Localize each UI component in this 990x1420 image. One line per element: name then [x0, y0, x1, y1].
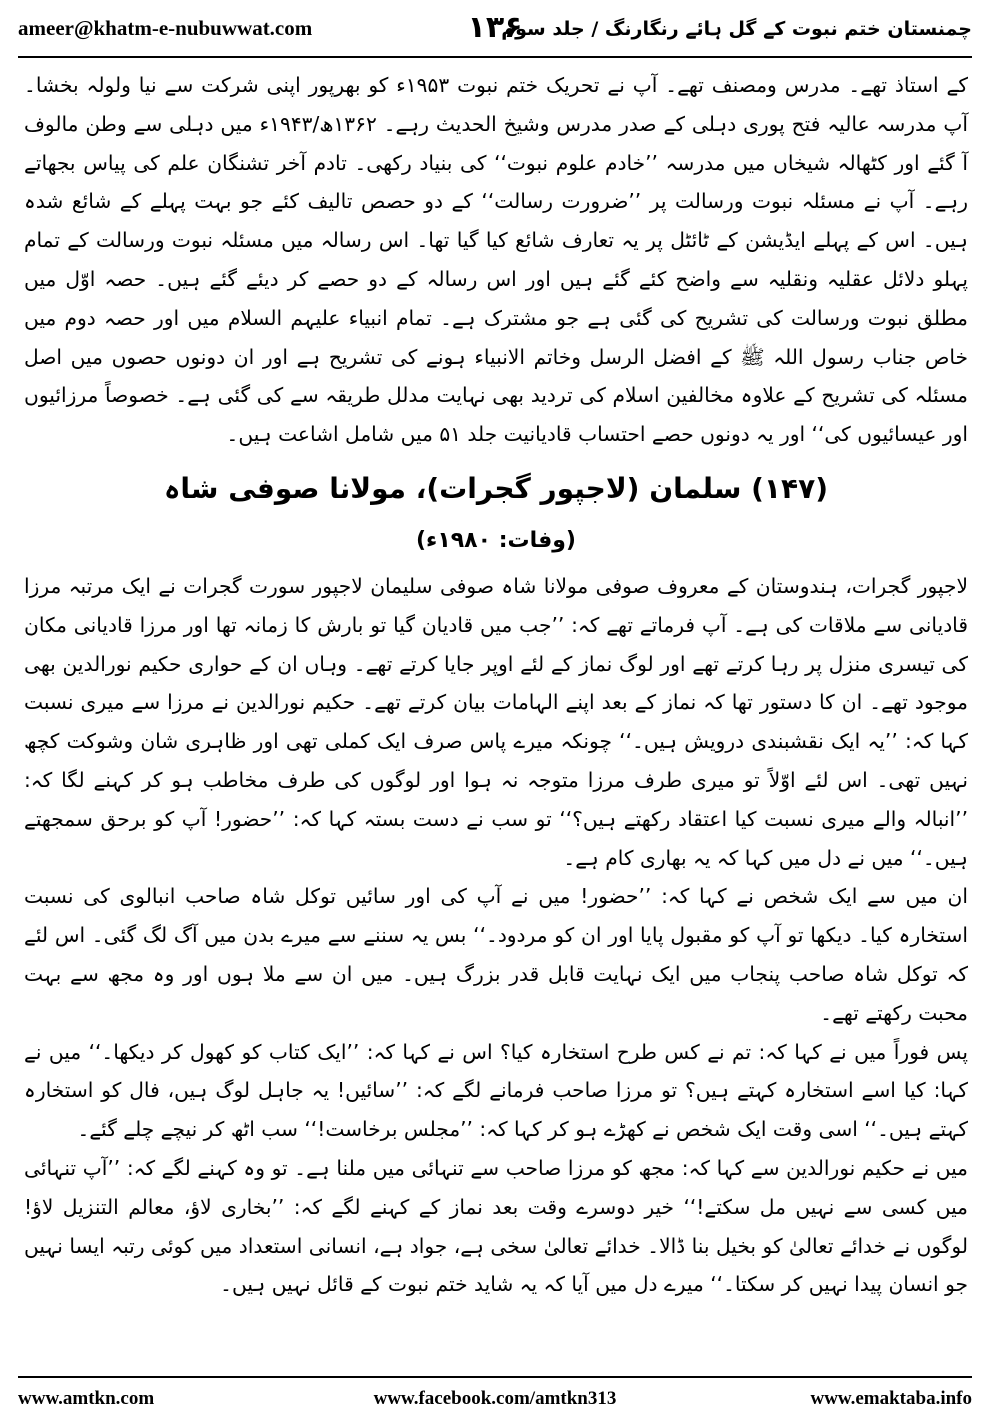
book-title: چمنستان ختم نبوت کے گل ہائے رنگارنگ / جلد سوم [501, 18, 972, 40]
footer-link-amtkn[interactable]: www.amtkn.com [18, 1388, 155, 1409]
page-footer [18, 1384, 972, 1414]
body-paragraph: میں نے حکیم نورالدین سے کہا کہ: مجھ کو مرزا صاحب سے تنہائی میں ملنا ہے۔ تو وہ کہنے لگے کہ: ’’آپ تنہائی میں کسی سے نہیں مل سکتے!‘‘ خیر دوسرے وقت بعد نماز کے کہنے لگے کہ: ’’بخاری لاؤ، معالم التنزیل لاؤ! لوگوں نے خدائے تعالیٰ کو بخیل بنا ڈالا۔ خدائے تعالیٰ سخی ہے، جواد ہے، انسانی استعداد میں کوئی رتبہ ایسا نہیں جو انسان پیدا نہیں کر سکتا۔‘‘ میرے دل میں آیا کہ یہ شاید ختم نبوت کے قائل نہیں ہیں۔ [24, 1155, 968, 1297]
footer-link-emaktaba[interactable]: www.emaktaba.info [810, 1388, 972, 1409]
body-paragraph: پس فوراً میں نے کہا کہ: تم نے کس طرح استخارہ کیا؟ اس نے کہا کہ: ’’ایک کتاب کو کھول کر دیکھا۔‘‘ میں نے کہا: کیا اسے استخارہ کہتے ہیں؟ تو مرزا صاحب فرمانے لگے کہ: ’’سائیں! یہ جاہل لوگ ہیں، فال کو استخارہ کہتے ہیں۔‘‘ اسی وقت ایک شخص نے کھڑے ہو کر کہا کہ: ’’مجلس برخاست!‘‘ سب اٹھ کر نیچے چلے گئے۔ [24, 1039, 968, 1142]
footer-divider [18, 1376, 972, 1378]
header-divider [18, 56, 972, 58]
page-number: ۱۳۶ [467, 10, 523, 45]
page-header [18, 8, 972, 52]
death-date: (وفات: ۱۹۸۰ء) [416, 528, 576, 553]
body-paragraph: لاجپور گجرات، ہندوستان کے معروف صوفی مولانا شاہ صوفی سلیمان لاجپور سورت گجرات نے ایک مرتبہ مرزا قادیانی سے ملاقات کی ہے۔ آپ فرماتے تھے کہ: ’’جب میں قادیان گیا تو بارش کا زمانہ تھا اور مرزا قادیانی مکان کی تیسری منزل پر رہا کرتے تھے اور لوگ نماز کے لئے اوپر جایا کرتے تھے۔ وہاں ان کے حواری حکیم نورالدین بھی موجود تھے۔ ان کا دستور تھا کہ نماز کے بعد اپنے الہامات بیان کرتے تھے۔ حکیم نورالدین نے مرزا سے میری نسبت کہا کہ: ’’یہ ایک نقشبندی درویش ہیں۔‘‘ چونکہ میرے پاس صرف ایک کملی تھی اور ظاہری شان وشوکت کچھ نہیں تھی۔ اس لئے اوّلاً تو میری طرف مرزا متوجہ نہ ہوا اور لوگوں کی طرف مخاطب ہو کر کہنے لگا کہ: ’’انبالہ والے میری نسبت کیا اعتقاد رکھتے ہیں؟‘‘ تو سب نے دست بستہ کہا کہ: ’’حضور! آپ کو برحق سمجھتے ہیں۔‘‘ میں نے دل میں کہا کہ یہ بھاری کام ہے۔ [24, 574, 968, 870]
body-paragraph: ان میں سے ایک شخص نے کہا کہ: ’’حضور! میں نے آپ کی اور سائیں توکل شاہ صاحب انبالوی کی نسبت استخارہ کیا۔ دیکھا تو آپ کو مقبول پایا اور ان کو مردود۔‘‘ بس یہ سننے سے میرے بدن میں آگ لگ گئی۔ اس لئے کہ توکل شاہ صاحب پنجاب میں ایک نہایت قابل قدر بزرگ ہیں۔ میں ان سے ملا ہوں اور وہ مجھ سے بہت محبت رکھتے تھے۔ [24, 884, 968, 1025]
footer-link-facebook[interactable]: www.facebook.com/amtkn313 [373, 1388, 617, 1409]
page-content [24, 66, 968, 1304]
section-heading: (۱۴۷) سلمان (لاجپور گجرات)، مولانا صوفی شاہ [164, 472, 828, 505]
intro-paragraph: کے استاذ تھے۔ مدرس ومصنف تھے۔ آپ نے تحریک ختم نبوت ۱۹۵۳ء کو بھرپور اپنی شرکت سے نیا ولولہ بخشا۔ آپ مدرسہ عالیہ فتح پوری دہلی کے صدر مدرس وشیخ الحدیث رہے۔ ۱۳۶۲ھ/۱۹۴۳ء میں دہلی سے وطن مالوف آ گئے اور کٹھالہ شیخاں میں مدرسہ ’’خادم علوم نبوت‘‘ کی بنیاد رکھی۔ تادم آخر تشنگان علم کی پیاس بجھاتے رہے۔ آپ نے مسئلہ نبوت ورسالت پر ’’ضرورت رسالت‘‘ کے دو حصص تالیف کئے جو بہت پہلے کے شائع شدہ ہیں۔ اس کے پہلے ایڈیشن کے ٹائٹل پر یہ تعارف شائع کیا گیا تھا۔ اس رسالہ میں مسئلہ نبوت ورسالت کے تمام پہلو دلائل عقلیہ ونقلیہ سے واضح کئے گئے ہیں اور اس رسالہ کے دو حصے کر دیئے گئے ہیں۔ حصہ اوّل میں مطلق نبوت ورسالت کی تشریح کی گئی ہے جو مشترک ہے۔ تمام انبیاء علیہم السلام میں اور حصہ دوم میں خاص جناب رسول اللہ ﷺ کے افضل الرسل وخاتم الانبیاء ہونے کی تشریح ہے اور ان دونوں حصوں میں اصل مسئلہ کی تشریح کے علاوہ مخالفین اسلام کی تردید بھی نہایت مدلل طریقہ سے کی گئی ہے۔ خصوصاً مرزائیوں اور عیسائیوں کی‘‘ اور یہ دونوں حصے احتساب قادیانیت جلد ۵۱ میں شامل اشاعت ہیں۔ [24, 73, 968, 447]
header-email: ameer@khatm-e-nubuwwat.com [18, 16, 313, 40]
